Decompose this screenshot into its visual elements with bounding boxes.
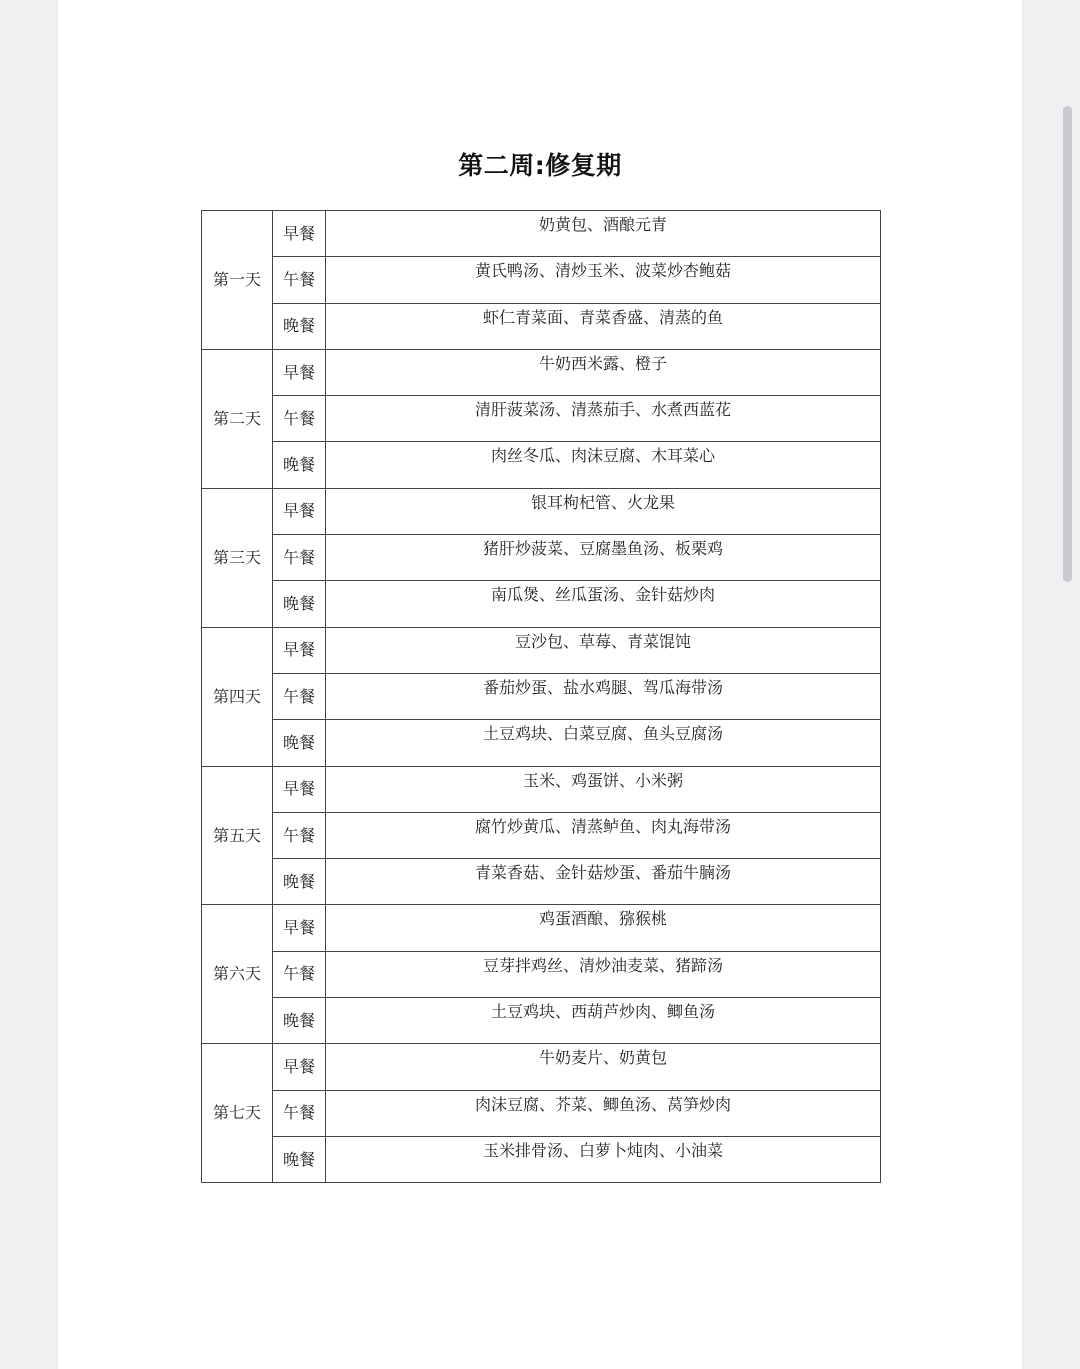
meal-label: 晚餐 xyxy=(273,442,326,488)
dish-list: 银耳枸杞管、火龙果 xyxy=(326,488,881,534)
day-label: 第四天 xyxy=(202,627,273,766)
meal-label: 午餐 xyxy=(273,396,326,442)
meal-label: 午餐 xyxy=(273,257,326,303)
meal-label: 早餐 xyxy=(273,211,326,257)
table-row xyxy=(202,1136,881,1182)
page-title: 第二周:修复期 xyxy=(458,151,622,180)
dish-list: 黄氏鸭汤、清炒玉米、波菜炒杏鲍菇 xyxy=(326,257,881,303)
dish-list: 土豆鸡块、西葫芦炒肉、鲫鱼汤 xyxy=(326,998,881,1044)
table-row xyxy=(202,998,881,1044)
day-label: 第五天 xyxy=(202,766,273,905)
meal-label: 午餐 xyxy=(273,673,326,719)
meal-label: 午餐 xyxy=(273,535,326,581)
dish-list: 猪肝炒菠菜、豆腐墨鱼汤、板栗鸡 xyxy=(326,535,881,581)
dish-list: 玉米排骨汤、白萝卜炖肉、小油菜 xyxy=(326,1136,881,1182)
dish-list: 肉沫豆腐、芥菜、鲫鱼汤、莴笋炒肉 xyxy=(326,1090,881,1136)
meal-label: 午餐 xyxy=(273,951,326,997)
table-row xyxy=(202,1044,881,1090)
dish-list: 肉丝冬瓜、肉沫豆腐、木耳菜心 xyxy=(326,442,881,488)
meal-label: 早餐 xyxy=(273,766,326,812)
table-row xyxy=(202,581,881,627)
meal-label: 早餐 xyxy=(273,488,326,534)
dish-list: 牛奶麦片、奶黄包 xyxy=(326,1044,881,1090)
day-label: 第六天 xyxy=(202,905,273,1044)
dish-list: 虾仁青菜面、青菜香盛、清蒸的鱼 xyxy=(326,303,881,349)
table-row xyxy=(202,1090,881,1136)
dish-list: 南瓜煲、丝瓜蛋汤、金针菇炒肉 xyxy=(326,581,881,627)
dish-list: 牛奶西米露、橙子 xyxy=(326,349,881,395)
dish-list: 豆芽拌鸡丝、清炒油麦菜、猪蹄汤 xyxy=(326,951,881,997)
table-row xyxy=(202,303,881,349)
table-row xyxy=(202,812,881,858)
dish-list: 腐竹炒黄瓜、清蒸鲈鱼、肉丸海带汤 xyxy=(326,812,881,858)
meal-label: 午餐 xyxy=(273,1090,326,1136)
day-label: 第三天 xyxy=(202,488,273,627)
dish-list: 鸡蛋酒酿、猕猴桃 xyxy=(326,905,881,951)
meal-label: 早餐 xyxy=(273,905,326,951)
table-row xyxy=(202,627,881,673)
dish-list: 青菜香菇、金针菇炒蛋、番茄牛腩汤 xyxy=(326,859,881,905)
dish-list: 玉米、鸡蛋饼、小米粥 xyxy=(326,766,881,812)
meal-plan-table-body xyxy=(202,211,881,1183)
meal-label: 早餐 xyxy=(273,1044,326,1090)
day-label: 第七天 xyxy=(202,1044,273,1183)
table-row xyxy=(202,720,881,766)
table-row xyxy=(202,766,881,812)
table-row xyxy=(202,905,881,951)
table-row xyxy=(202,211,881,257)
meal-label: 晚餐 xyxy=(273,581,326,627)
table-row xyxy=(202,859,881,905)
meal-label: 晚餐 xyxy=(273,998,326,1044)
meal-label: 早餐 xyxy=(273,349,326,395)
dish-list: 土豆鸡块、白菜豆腐、鱼头豆腐汤 xyxy=(326,720,881,766)
table-row xyxy=(202,257,881,303)
table-row xyxy=(202,535,881,581)
dish-list: 番茄炒蛋、盐水鸡腿、驾瓜海带汤 xyxy=(326,673,881,719)
meal-label: 早餐 xyxy=(273,627,326,673)
meal-plan-table xyxy=(201,210,881,1183)
table-row xyxy=(202,396,881,442)
table-row xyxy=(202,673,881,719)
meal-label: 晚餐 xyxy=(273,1136,326,1182)
dish-list: 清肝菠菜汤、清蒸茄手、水煮西蓝花 xyxy=(326,396,881,442)
day-label: 第一天 xyxy=(202,211,273,350)
meal-label: 午餐 xyxy=(273,812,326,858)
table-row xyxy=(202,349,881,395)
day-label: 第二天 xyxy=(202,349,273,488)
scrollbar-thumb[interactable] xyxy=(1063,106,1072,582)
table-row xyxy=(202,442,881,488)
table-row xyxy=(202,951,881,997)
meal-label: 晚餐 xyxy=(273,720,326,766)
meal-label: 晚餐 xyxy=(273,859,326,905)
dish-list: 奶黄包、酒酿元青 xyxy=(326,211,881,257)
document-page xyxy=(58,0,1022,1369)
meal-label: 晚餐 xyxy=(273,303,326,349)
table-row xyxy=(202,488,881,534)
dish-list: 豆沙包、草莓、青菜馄饨 xyxy=(326,627,881,673)
